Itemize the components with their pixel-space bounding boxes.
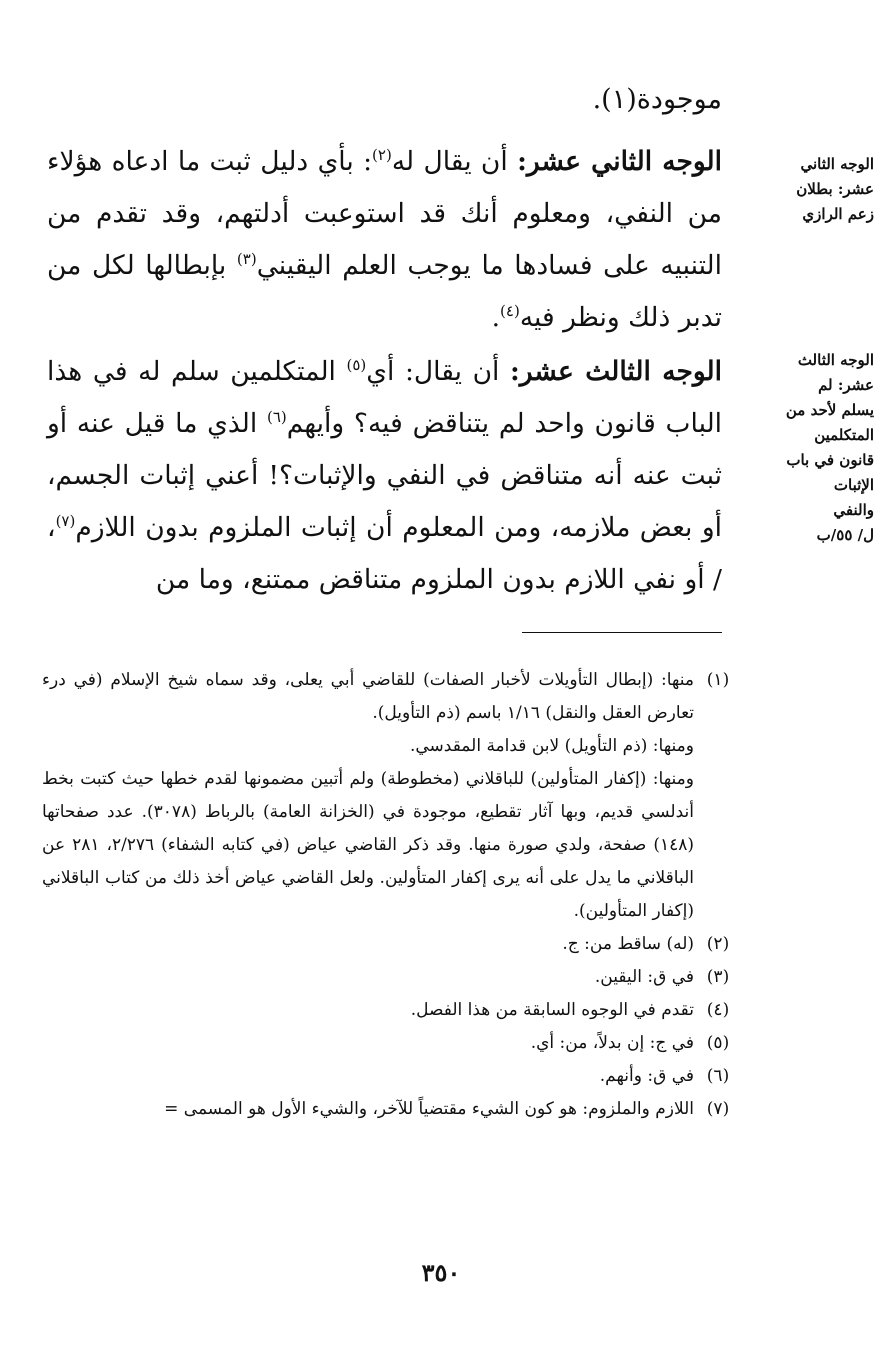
paragraph-text: . (491, 302, 501, 333)
footnote-number: (٦) (706, 1066, 730, 1086)
footnote-text: اللازم والملزوم: هو كون الشيء مقتضياً للآخر، والشيء الأول هو المسمى = (164, 1099, 694, 1119)
footnote-text: ومنها: (ذم التأويل) لابن قدامة المقدسي. (409, 736, 694, 756)
footnote-number: (٥) (706, 1033, 730, 1053)
footnote-text: تقدم في الوجوه السابقة من هذا الفصل. (410, 1000, 694, 1020)
footnote-number: (١) (706, 670, 730, 690)
footnote-ref[interactable]: (٢) (372, 146, 392, 165)
footnote-6 (42, 1060, 742, 1093)
margin-note-line: الوجه الثالث (797, 351, 874, 369)
footnote-text: في ج: إن بدلاً، من: أي. (530, 1033, 694, 1053)
margin-note-line: الوجه الثاني (800, 155, 874, 173)
paragraph-text: أن يقال له (391, 146, 518, 177)
paragraph-heading: الوجه الثالث عشر: (510, 356, 722, 387)
margin-note-line: المتكلمين (814, 426, 874, 444)
margin-note-line: عشر: بطلان (796, 180, 874, 198)
footnote-text: (له) ساقط من: ج. (562, 934, 694, 954)
manuscript-page-ref: ل/ ٥٥/ب (816, 526, 874, 544)
paragraph-text: أن يقال: أي (366, 356, 511, 387)
footnote-ref[interactable]: (٥) (346, 356, 367, 375)
paragraph-text: بإبطالها لكل من تدبر ذلك ونظر فيه (47, 250, 722, 333)
continuation-line: موجودة(١). (592, 84, 722, 115)
paragraph-text: الذي ما قيل عنه أو ثبت عنه أنه متناقض في النفي والإثبات؟! أعني إثبات الجسم، أو بعض ملازمه، ومن المعلوم أن إثبات الملزوم بدون اللازم (47, 408, 722, 543)
footnote-1 (42, 664, 742, 928)
margin-note-line: زعم الرازي (802, 205, 874, 223)
footnote-body (42, 664, 694, 928)
footnote-number: (٢) (706, 934, 730, 954)
margin-note-twelfth (746, 152, 874, 227)
paragraph-text: المتكلمين سلم له في هذا الباب قانون واحد لم يتناقض فيه؟ وأيهم (47, 356, 723, 439)
paragraph-heading: الوجه الثاني عشر: (517, 146, 722, 177)
footnote-text: منها: (إبطال التأويلات لأخبار الصفات) للقاضي أبي يعلى، وقد سماه شيخ الإسلام (في درء تعارض العقل والنقل) ١/١٦ باسم (ذم التأويل). (42, 670, 694, 723)
footnote-7 (42, 1093, 742, 1126)
margin-note-line: قانون في باب (786, 451, 874, 469)
footnote-4 (42, 994, 742, 1027)
margin-note-line: الإثبات (833, 476, 874, 494)
page-number: ٣٥٠ (421, 1258, 461, 1287)
footnote-text: في ق: وأنهم. (599, 1066, 694, 1086)
footnote-5 (42, 1027, 742, 1060)
footnote-2 (42, 928, 742, 961)
paragraph-thirteenth-aspect (47, 346, 722, 606)
footnote-number: (٤) (706, 1000, 730, 1020)
margin-note-line: والنفي (833, 501, 874, 519)
footnote-text: في ق: اليقين. (594, 967, 694, 987)
footnote-number: (٣) (706, 967, 730, 987)
footnote-ref[interactable]: (٧) (55, 512, 76, 531)
paragraph-text: : بأي دليل ثبت ما ادعاه هؤلاء من النفي، ومعلوم أنك قد استوعبت أدلتهم، وقد تقدم من التنبيه على فسادها ما يوجب العلم اليقيني (47, 146, 722, 281)
margin-note-line: يسلم لأحد من (785, 401, 874, 419)
margin-note-thirteenth (746, 348, 874, 548)
footnotes (42, 664, 742, 1126)
footnote-text: ومنها: (إكفار المتأولين) للباقلاني (مخطوطة) ولم أتبين مضمونها لقدم خطها حيث كتبت بخط أندلسي قديم، وبها آثار تقطيع، موجودة في (الخزانة العامة) بالرباط (٣٠٧٨). عدد صفحاتها (١٤٨) صفحة، ولدي صورة منها. وقد ذكر القاضي عياض (في كتابه الشفاء) ٢/٢٧٦، ٢٨١ عن الباقلاني ما يدل على أنه يرى إكفار المتأولين. ولعل القاضي عياض أخذ ذلك من كتاب الباقلاني (إكفار المتأولين). (42, 769, 694, 921)
footnote-3 (42, 961, 742, 994)
footnote-ref[interactable]: (٤) (500, 302, 520, 321)
paragraph-text: ، / أو نفي اللازم بدون الملزوم متناقض ممتنع، وما من (47, 512, 722, 595)
margin-note-line: عشر: لم (818, 376, 874, 394)
footnote-separator (522, 632, 722, 633)
footnote-ref[interactable]: (٦) (266, 408, 287, 427)
footnote-ref[interactable]: (٣) (236, 250, 257, 269)
footnote-number: (٧) (706, 1099, 730, 1119)
paragraph-twelfth-aspect (47, 136, 722, 344)
